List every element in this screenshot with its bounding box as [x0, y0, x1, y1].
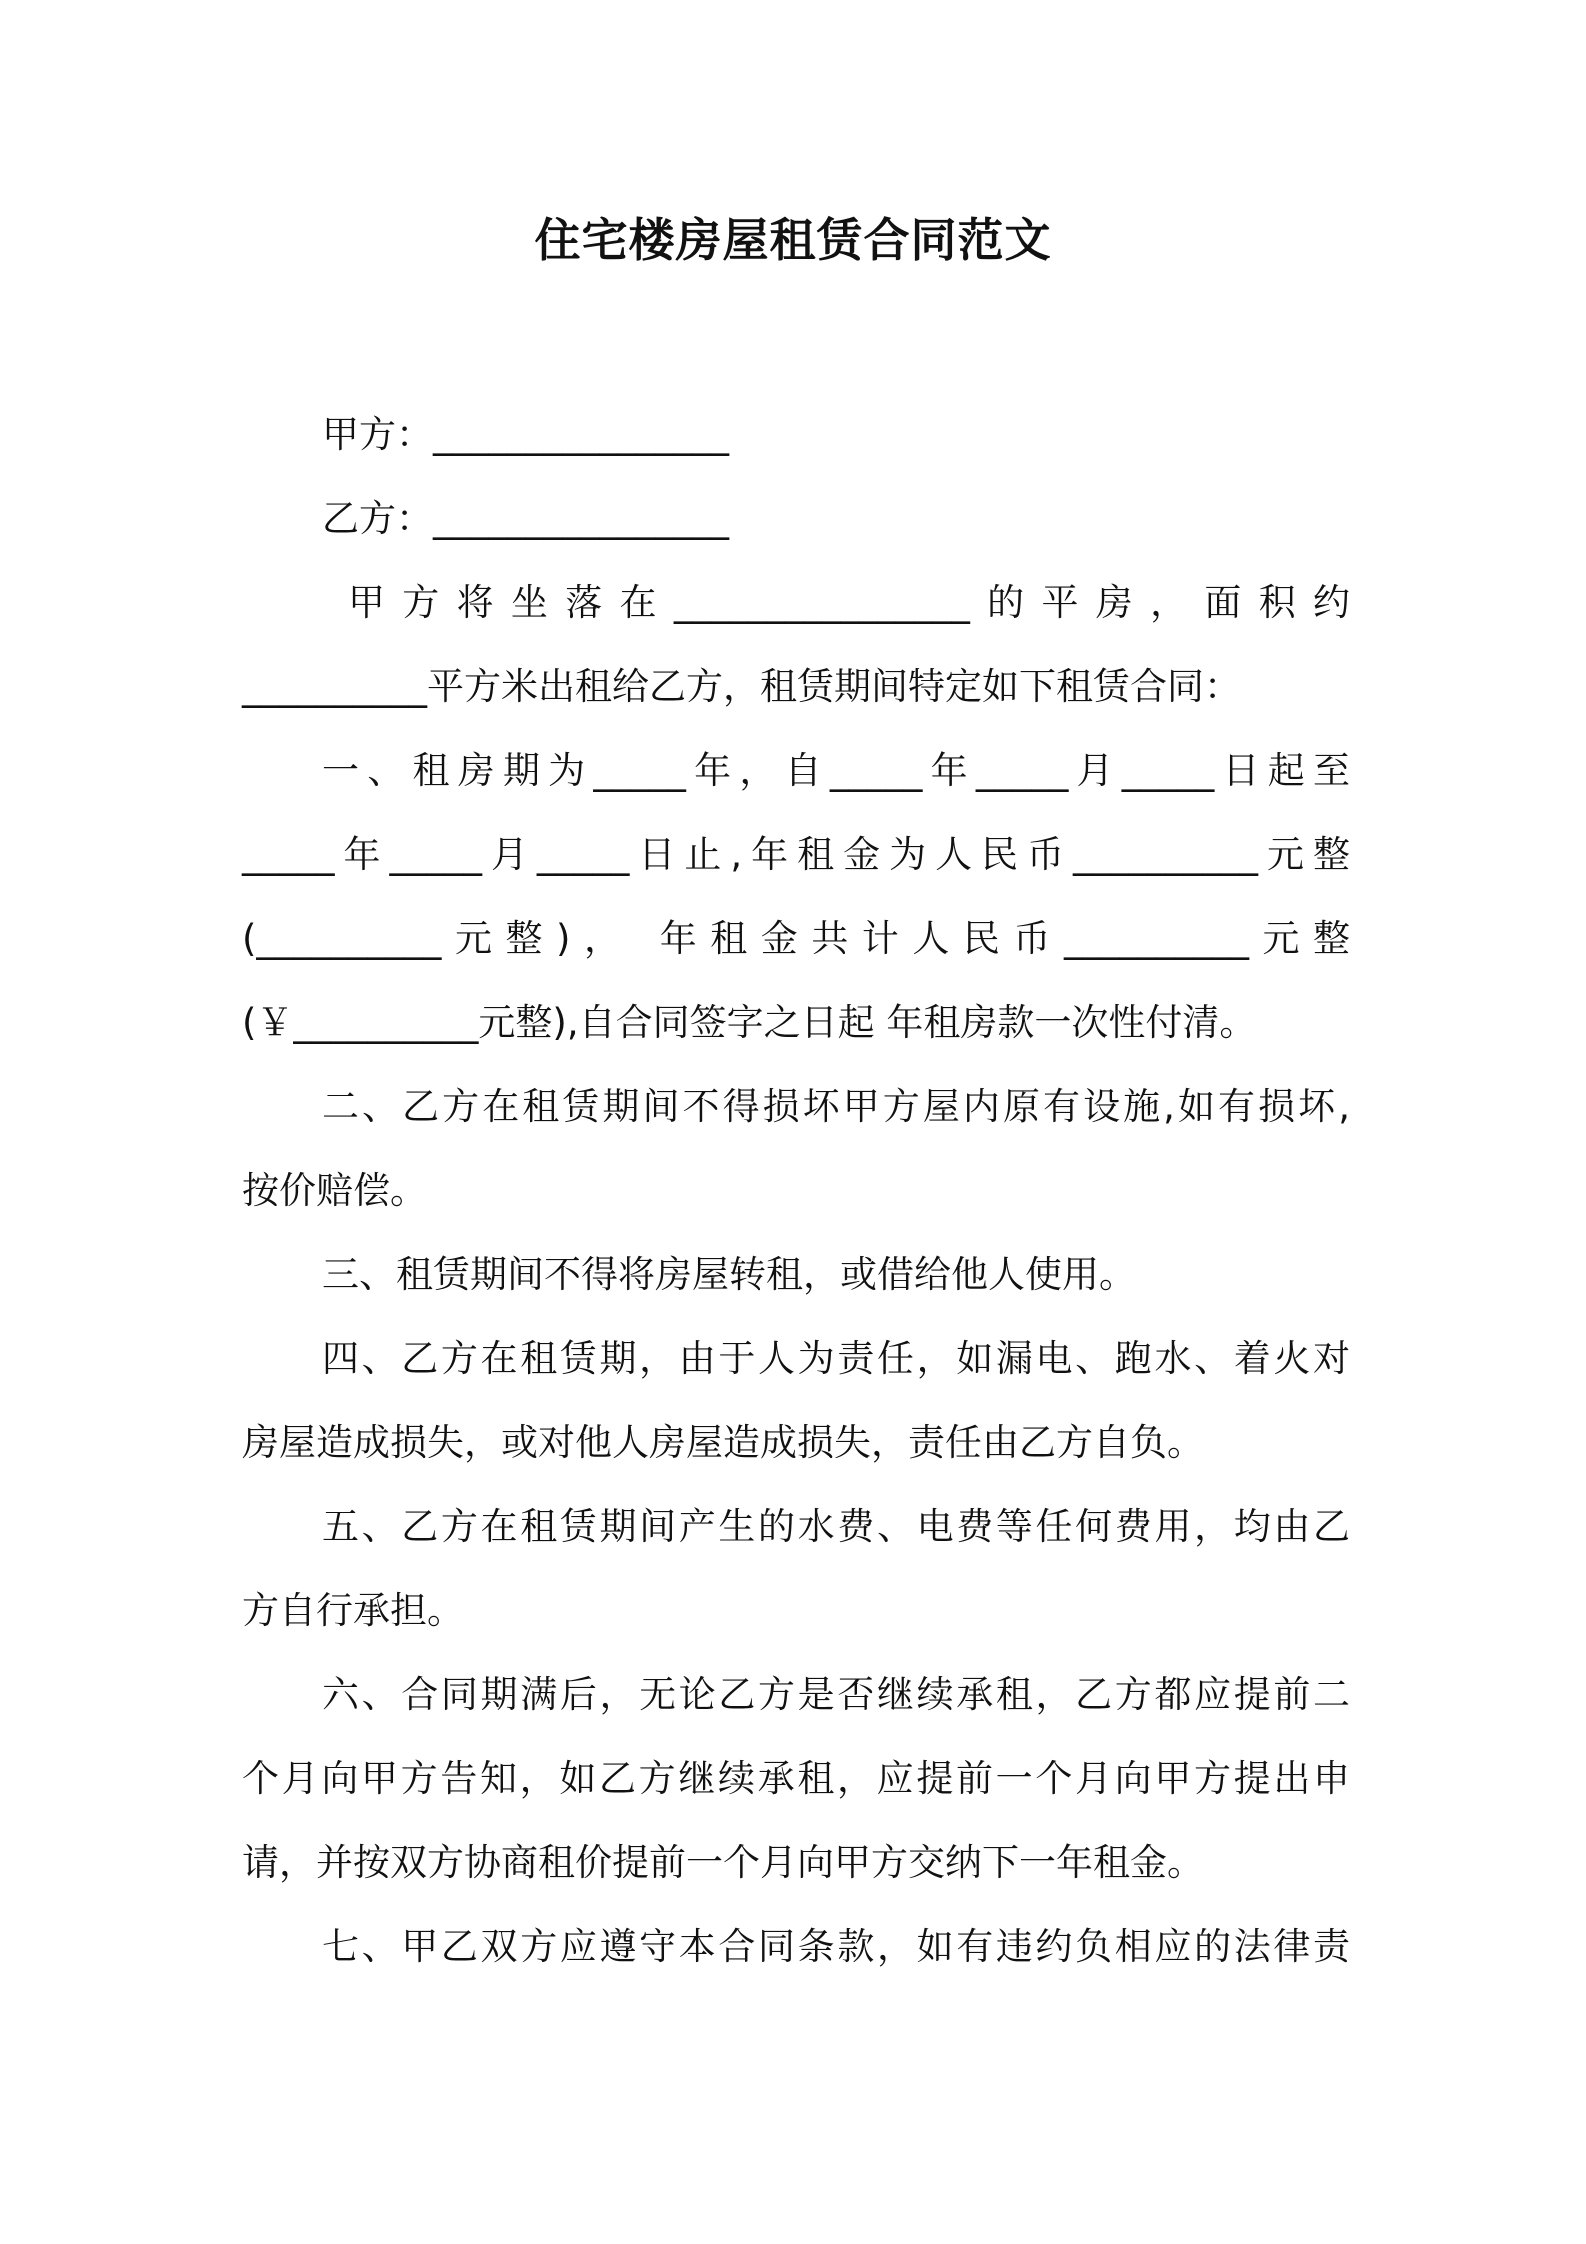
clause-line: 方自行承担。	[242, 1589, 464, 1632]
clause-line: 三、租赁期间不得将房屋转租，或借给他人使用。	[322, 1253, 1136, 1296]
clause-line: 二、乙方在租赁期间不得损坏甲方屋内原有设施,如有损坏,	[322, 1085, 1350, 1128]
clause-line: (__________元整)， 年租金共计人民币__________元整	[242, 917, 1350, 960]
party-a-line: 甲方：________________	[322, 413, 729, 456]
paragraph-line: __________平方米出租给乙方，租赁期间特定如下租赁合同：	[242, 665, 1241, 708]
clause-line: 七、甲乙双方应遵守本合同条款，如有违约负相应的法律责	[322, 1925, 1350, 1968]
clause-line: _____年_____月_____日止,年租金为人民币__________元整	[242, 833, 1350, 876]
clause-line: 个月向甲方告知，如乙方继续承租，应提前一个月向甲方提出申	[242, 1757, 1350, 1800]
clause-line: 房屋造成损失，或对他人房屋造成损失，责任由乙方自负。	[242, 1421, 1204, 1464]
clause-line: 一、租房期为_____年，自_____年_____月_____日起至	[322, 749, 1350, 792]
clause-line: (￥__________元整),自合同签字之日起 年租房款一次性付清。	[242, 1001, 1257, 1044]
document-title: 住宅楼房屋租赁合同范文	[534, 213, 1052, 267]
clause-line: 四、乙方在租赁期，由于人为责任，如漏电、跑水、着火对	[322, 1337, 1350, 1380]
clause-line: 请，并按双方协商租价提前一个月向甲方交纳下一年租金。	[242, 1841, 1204, 1884]
party-b-line: 乙方：________________	[322, 497, 729, 540]
clause-line: 五、乙方在租赁期间产生的水费、电费等任何费用，均由乙	[322, 1505, 1350, 1548]
clause-line: 六、合同期满后，无论乙方是否继续承租，乙方都应提前二	[322, 1673, 1350, 1716]
paragraph-line: 甲方将坐落在________________的平房，面积约	[348, 581, 1350, 624]
clause-line: 按价赔偿。	[242, 1169, 427, 1212]
